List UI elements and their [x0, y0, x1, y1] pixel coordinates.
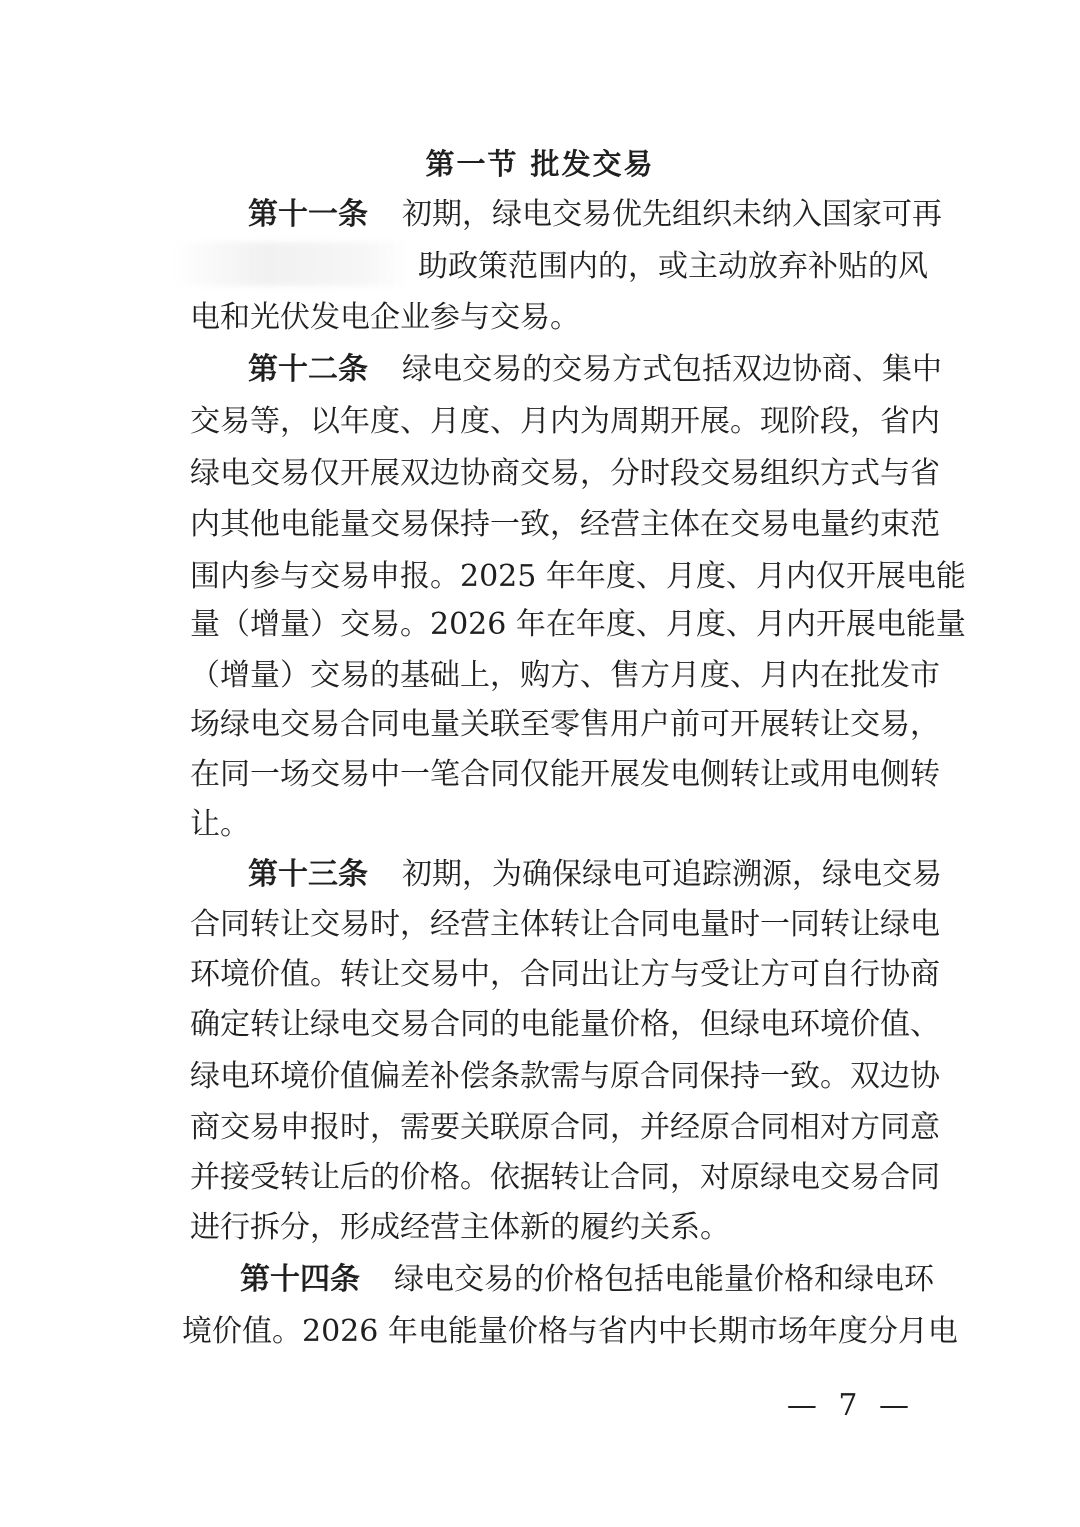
article-12-line-6: 量（增量）交易。2026 年在年度、月度、月内开展电能量	[190, 607, 966, 642]
article-13-line-5: 绿电环境价值偏差补偿条款需与原合同保持一致。双边协	[190, 1059, 940, 1094]
section-title: 第一节 批发交易	[425, 147, 655, 181]
article-12-heading: 第十二条	[248, 352, 368, 387]
article-14-line-1	[240, 1260, 934, 1300]
article-14-line-2: 境价值。2026 年电能量价格与省内中长期市场年度分月电	[182, 1314, 958, 1349]
article-12-line-4: 内其他电能量交易保持一致，经营主体在交易电量约束范	[190, 507, 940, 542]
article-13-heading: 第十三条	[248, 857, 368, 892]
article-11-line-1	[248, 195, 942, 235]
article-12-line-7: （增量）交易的基础上，购方、售方月度、月内在批发市	[190, 658, 940, 693]
article-13-text-1: 初期，为确保绿电可追踪溯源，绿电交易	[402, 857, 942, 892]
redacted-blur	[170, 242, 410, 286]
article-14-text-1: 绿电交易的价格包括电能量价格和绿电环	[394, 1262, 934, 1297]
article-11-text-1: 初期，绿电交易优先组织未纳入国家可再	[402, 197, 942, 232]
article-13-line-7: 并接受转让后的价格。依据转让合同，对原绿电交易合同	[190, 1160, 940, 1195]
article-13-line-6: 商交易申报时，需要关联原合同，并经原合同相对方同意	[190, 1110, 940, 1145]
article-12-line-8: 场绿电交易合同电量关联至零售用户前可开展转让交易，	[190, 707, 940, 742]
article-12-line-1	[248, 350, 942, 390]
article-13-line-3: 环境价值。转让交易中，合同出让方与受让方可自行协商	[190, 957, 940, 992]
article-13-line-2: 合同转让交易时，经营主体转让合同电量时一同转让绿电	[190, 907, 940, 942]
page-number: — 7 —	[786, 1388, 915, 1423]
article-11-line-2: 助政策范围内的，或主动放弃补贴的风	[418, 249, 928, 284]
article-12-line-2: 交易等，以年度、月度、月内为周期开展。现阶段，省内	[190, 404, 940, 439]
article-11-line-3: 电和光伏发电企业参与交易。	[190, 300, 580, 335]
article-12-line-3: 绿电交易仅开展双边协商交易，分时段交易组织方式与省	[190, 456, 940, 491]
article-13-line-1	[248, 855, 942, 895]
article-12-text-1: 绿电交易的交易方式包括双边协商、集中	[402, 352, 942, 387]
article-12-line-9: 在同一场交易中一笔合同仅能开展发电侧转让或用电侧转	[190, 757, 940, 792]
article-12-line-5: 围内参与交易申报。2025 年年度、月度、月内仅开展电能	[190, 559, 966, 594]
article-13-line-8: 进行拆分，形成经营主体新的履约关系。	[190, 1210, 730, 1245]
article-14-heading: 第十四条	[240, 1262, 360, 1297]
article-12-line-10: 让。	[190, 807, 250, 842]
article-13-line-4: 确定转让绿电交易合同的电能量价格，但绿电环境价值、	[190, 1007, 940, 1042]
article-11-heading: 第十一条	[248, 197, 368, 232]
